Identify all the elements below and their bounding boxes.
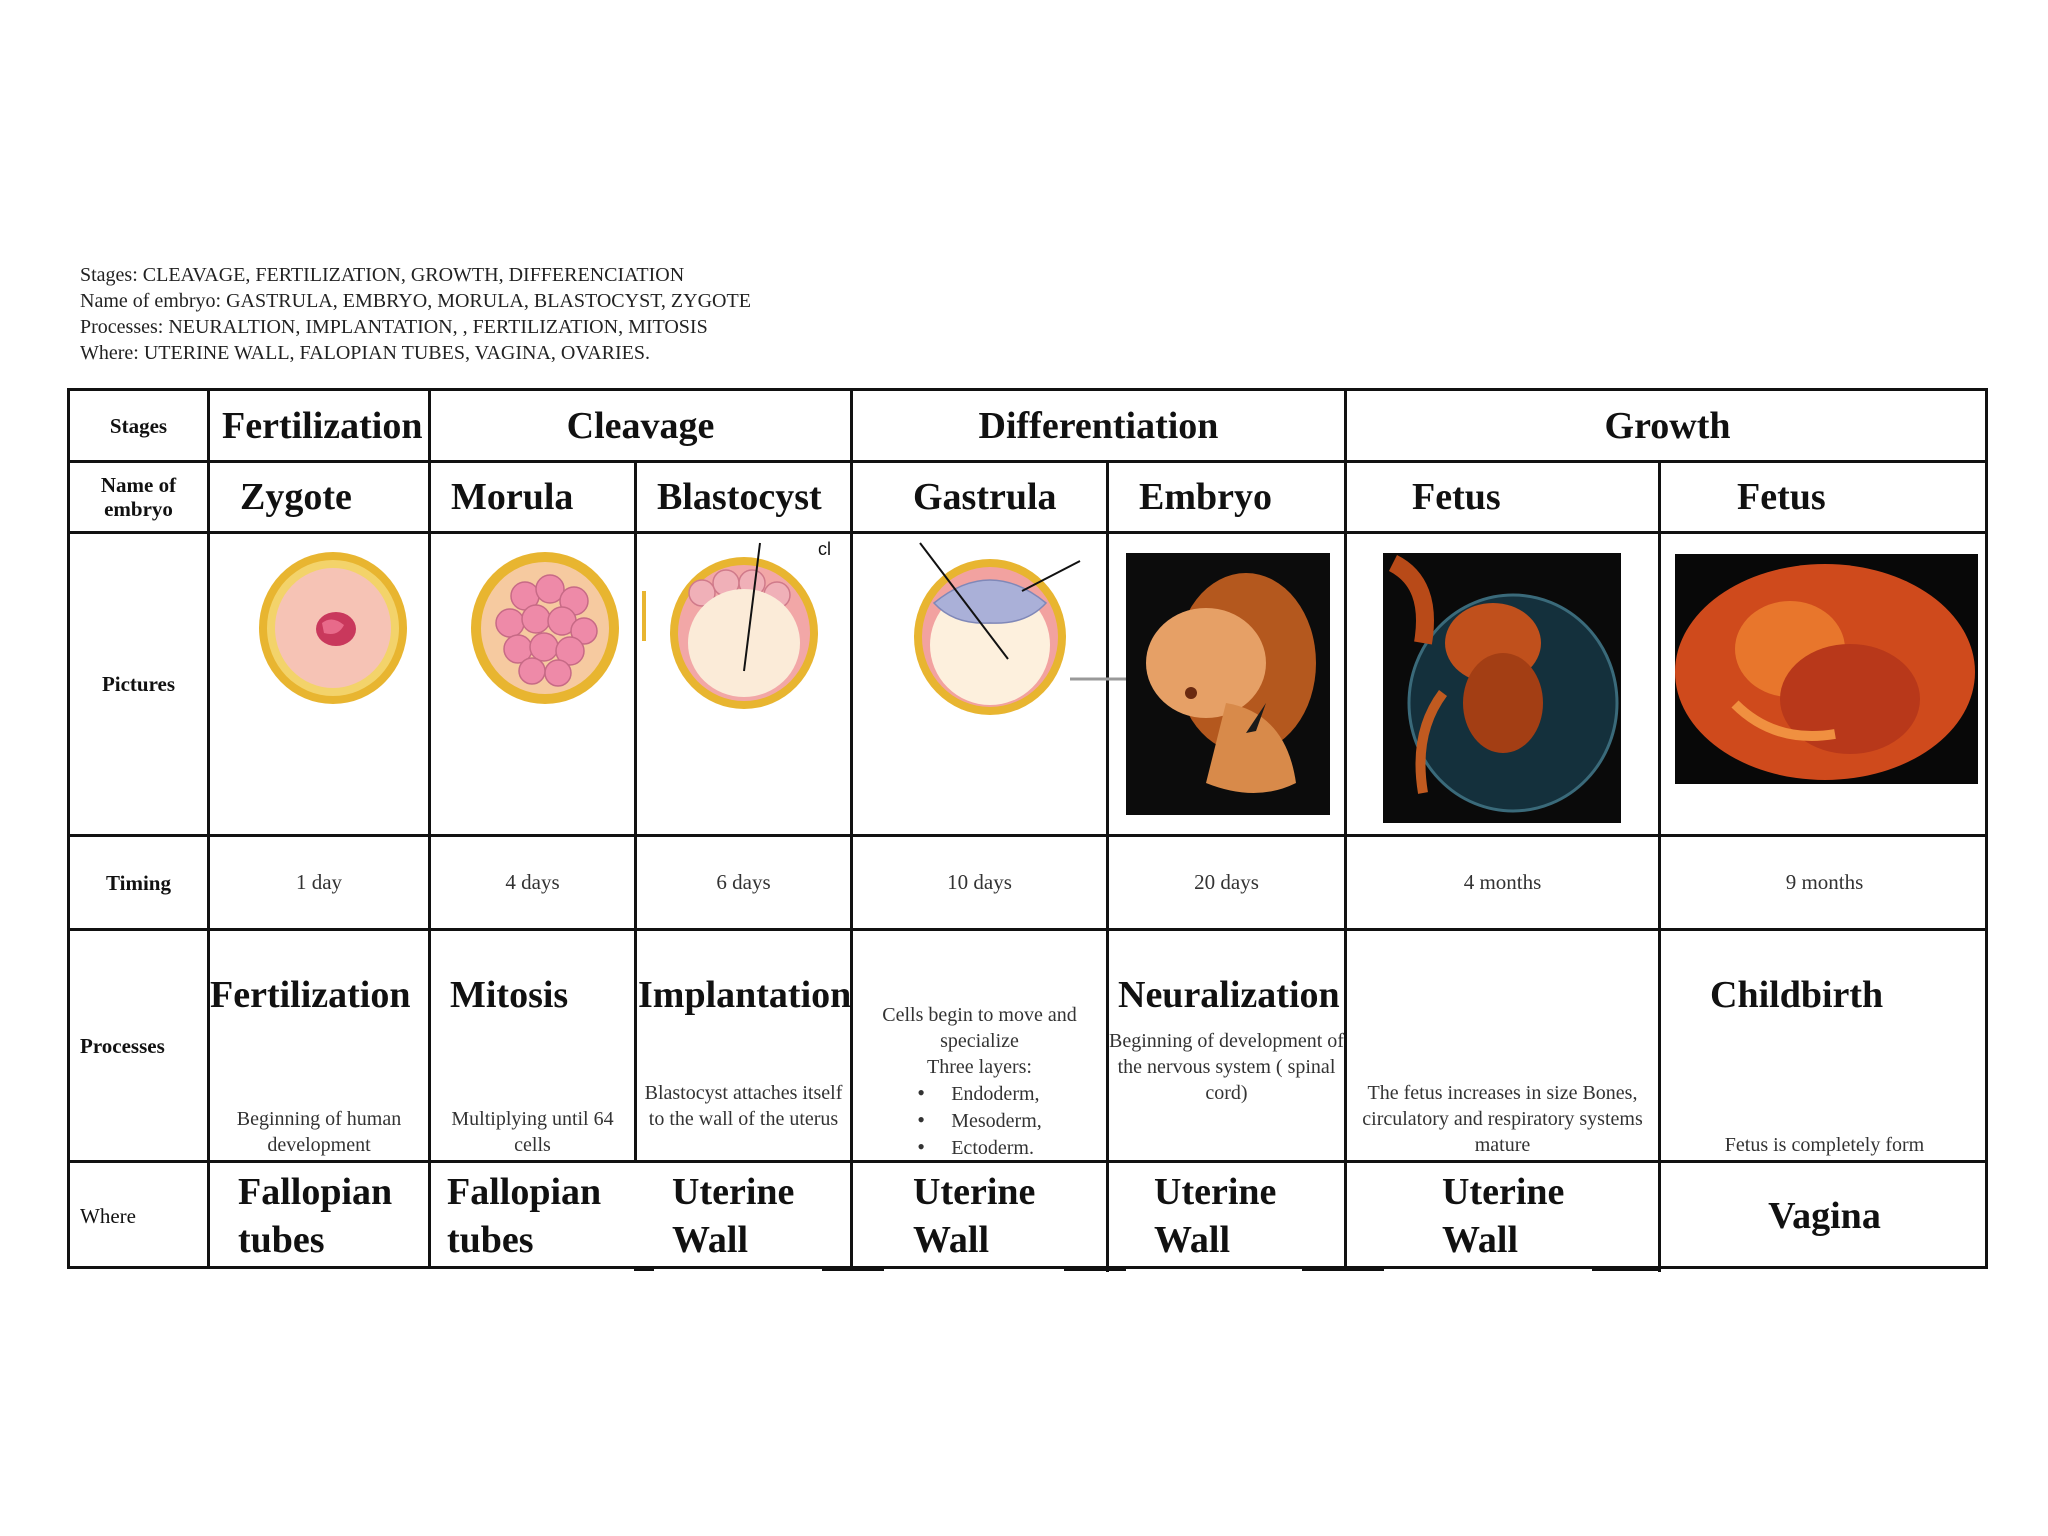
where-gastrula [853,1163,1106,1269]
word-bank [80,262,751,366]
where-line: Fallopian [238,1171,393,1213]
timing-gastrula: 10 days [947,870,1012,894]
process-gastrula-desc-line2: Three layers: [927,1056,1032,1078]
stage-differentiation: Differentiation [978,404,1219,447]
process-gastrula-desc [853,1002,1106,1161]
row-header-name-of-embryo: Name of embryo [100,473,177,521]
embryo-name-blastocyst: Blastocyst [657,476,822,518]
process-childbirth-desc: Fetus is completely form [1724,1134,1925,1156]
stage-fertilization: Fertilization [222,404,423,447]
svg-text:|: | [1106,543,1110,563]
where-blastocyst [637,1163,850,1269]
where-fetus-9m [1661,1163,1988,1269]
row-header-timing: Timing [106,870,171,895]
where-line: Wall [1154,1219,1231,1261]
where-line: Uterine [672,1171,795,1213]
blastocyst-illustration [642,541,852,716]
embryo-development-table [67,388,1988,1269]
where-zygote [210,1163,428,1269]
where-line: Vagina [1768,1195,1881,1237]
word-bank-where: Where: UTERINE WALL, FALOPIAN TUBES, VAGINA, OVARIES. [80,342,650,364]
where-line: Uterine [1154,1171,1277,1213]
word-bank-stages: Stages: CLEAVAGE, FERTILIZATION, GROWTH, DIFFERENCIATION [80,264,685,286]
where-line: Fallopian [447,1171,602,1213]
where-fetus-4m [1347,1163,1658,1269]
answer-blank-line [634,1269,654,1271]
fetus-4-months-photo [1383,553,1621,823]
row-header-where: Where [80,1204,136,1228]
where-embryo [1109,1163,1344,1269]
process-mitosis-desc: Multiplying until 64 cells [451,1108,614,1156]
where-morula [431,1163,634,1269]
row-divider [70,928,1985,931]
where-line: tubes [238,1219,325,1261]
process-gastrula-desc-line1: Cells begin to move and specialize [882,1004,1077,1052]
gastrula-illustration [890,541,1130,721]
morula-illustration [470,551,620,706]
timing-blastocyst: 6 days [716,870,771,894]
germ-layer-item: • Endoderm, [917,1080,1042,1107]
germ-layer-item: • Ectoderm. [917,1134,1042,1161]
where-line: Wall [1442,1219,1519,1261]
row-divider [70,531,1985,534]
where-line: Wall [672,1219,749,1261]
timing-morula: 4 days [505,870,560,894]
process-childbirth: Childbirth [1710,974,1884,1016]
timing-zygote: 1 day [295,870,343,894]
where-line: Uterine [913,1171,1036,1213]
timing-fetus-4m: 4 months [1463,870,1542,894]
where-line: Wall [913,1219,990,1261]
answer-blank-line [1064,1269,1126,1271]
process-neuralization-desc: Beginning of development of the nervous system ( spinal cord) [1109,1030,1344,1104]
svg-text:cl: cl [818,541,831,559]
germ-layer-item: • Mesoderm, [917,1107,1042,1134]
process-mitosis: Mitosis [450,974,569,1016]
embryo-name-zygote: Zygote [240,476,352,518]
timing-fetus-9m: 9 months [1785,870,1864,894]
where-line: Uterine [1442,1171,1565,1213]
embryo-name-gastrula: Gastrula [913,476,1057,518]
word-bank-names: Name of embryo: GASTRULA, EMBRYO, MORULA, BLASTOCYST, ZYGOTE [80,290,751,312]
stage-cleavage: Cleavage [566,404,715,447]
embryo-name-fetus-4m: Fetus [1412,476,1501,518]
process-fetus-4m-desc: The fetus increases in size Bones, circulatory and respiratory systems mature [1362,1082,1643,1156]
row-header-processes: Processes [80,1033,165,1058]
stage-growth: Growth [1604,404,1731,447]
process-fertilization-desc: Beginning of human development [236,1108,402,1156]
embryo-name-morula: Morula [451,476,574,518]
germ-layer-list [917,1080,1042,1161]
row-header-pictures: Pictures [101,672,176,696]
embryo-name-fetus-9m: Fetus [1737,476,1826,518]
answer-blank-line [1592,1269,1658,1271]
process-implantation: Implantation [638,974,852,1016]
process-fertilization: Fertilization [210,974,411,1016]
timing-embryo: 20 days [1194,870,1259,894]
embryo-photo [1126,553,1330,815]
process-neuralization: Neuralization [1118,974,1340,1016]
fetus-9-months-photo [1675,554,1978,784]
where-line: tubes [447,1219,534,1261]
zygote-illustration [258,551,408,706]
col-divider [634,460,637,1160]
embryo-name-embryo: Embryo [1139,476,1272,518]
svg-text:|: | [1106,565,1110,585]
answer-blank-line [822,1269,884,1271]
row-header-stages: Stages [109,413,168,438]
answer-blank-line [1302,1269,1384,1271]
process-implantation-desc: Blastocyst attaches itself to the wall of the uterus [644,1082,843,1130]
word-bank-processes: Processes: NEURALTION, IMPLANTATION, , FERTILIZATION, MITOSIS [80,316,708,338]
